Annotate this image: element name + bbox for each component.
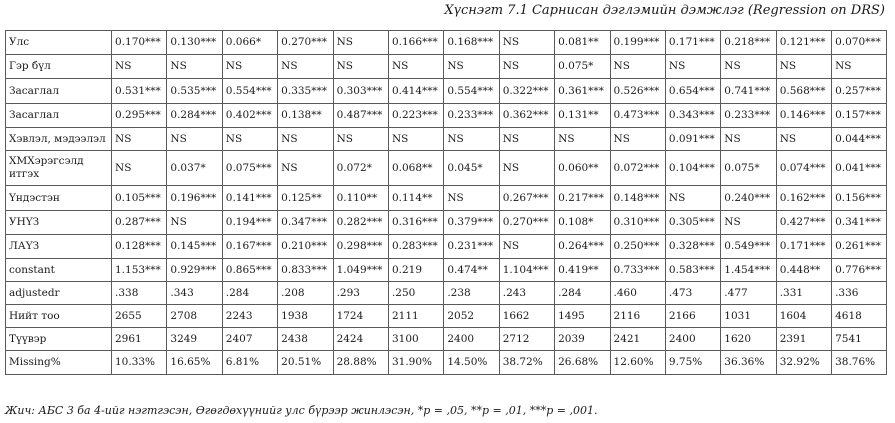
row-label: Хэвлэл, мэдээлэл — [6, 128, 112, 151]
table-cell: 0.114** — [388, 186, 443, 211]
table-cell: 0.554*** — [444, 79, 499, 104]
table-cell: .338 — [112, 282, 167, 305]
table-footnote: Жич: АБС 3 ба 4-ийг нэгтгэсэн, Өгөгдөхүүнийг улс бүрээр жинлэсэн, *p = ,05, **p = ,01, ***p = ,001. — [5, 404, 598, 417]
table-cell: 0.250*** — [610, 235, 665, 259]
table-cell: 0.148*** — [610, 186, 665, 211]
table-cell: NS — [112, 55, 167, 79]
row-label: adjustedr — [6, 282, 112, 305]
table-caption: Хүснэгт 7.1 Сарнисан дэглэмийн дэмжлэг (Regression on DRS) — [444, 3, 885, 18]
row-label: Засаглал — [6, 104, 112, 128]
table-cell: 0.427*** — [776, 211, 831, 235]
table-cell: 0.929*** — [167, 259, 222, 282]
table-cell: 0.568*** — [776, 79, 831, 104]
table-row — [6, 235, 887, 259]
table-cell: NS — [499, 128, 554, 151]
table-cell: 2166 — [665, 305, 720, 328]
table-cell: NS — [499, 151, 554, 186]
table-row — [6, 211, 887, 235]
table-cell: .238 — [444, 282, 499, 305]
table-cell: 0.379*** — [444, 211, 499, 235]
table-cell: 2961 — [112, 328, 167, 351]
table-cell: 14.50% — [444, 351, 499, 375]
table-cell: 0.130*** — [167, 31, 222, 55]
table-cell: 7541 — [832, 328, 887, 351]
table-cell: 0.141*** — [222, 186, 277, 211]
table-cell: .331 — [776, 282, 831, 305]
table-cell: 0.156*** — [832, 186, 887, 211]
table-cell: 2052 — [444, 305, 499, 328]
table-cell: 0.448** — [776, 259, 831, 282]
table-cell: 12.60% — [610, 351, 665, 375]
table-cell: 0.231*** — [444, 235, 499, 259]
table-cell: NS — [721, 211, 776, 235]
table-cell: 0.347*** — [278, 211, 333, 235]
table-cell: NS — [333, 128, 388, 151]
table-cell: 3100 — [388, 328, 443, 351]
table-cell: NS — [721, 128, 776, 151]
table-cell: 0.217*** — [555, 186, 610, 211]
table-cell: 0.170*** — [112, 31, 167, 55]
table-cell: NS — [444, 186, 499, 211]
table-cell: 0.196*** — [167, 186, 222, 211]
table-cell: 0.473*** — [610, 104, 665, 128]
table-cell: NS — [388, 128, 443, 151]
table-cell: 0.121*** — [776, 31, 831, 55]
table-cell: 0.741*** — [721, 79, 776, 104]
table-cell: 1.454*** — [721, 259, 776, 282]
table-row — [6, 55, 887, 79]
table-cell: 0.074*** — [776, 151, 831, 186]
table-row — [6, 259, 887, 282]
table-cell: NS — [665, 186, 720, 211]
table-cell: NS — [112, 151, 167, 186]
table-cell: 1620 — [721, 328, 776, 351]
table-cell: 0.295*** — [112, 104, 167, 128]
table-row — [6, 186, 887, 211]
table-cell: 0.070*** — [832, 31, 887, 55]
table-cell: 32.92% — [776, 351, 831, 375]
table-cell: 0.270*** — [499, 211, 554, 235]
table-row — [6, 305, 887, 328]
table-cell: .336 — [832, 282, 887, 305]
table-cell: 0.283*** — [388, 235, 443, 259]
table-cell: .293 — [333, 282, 388, 305]
table-cell: 0.066* — [222, 31, 277, 55]
row-label: Гэр бүл — [6, 55, 112, 79]
table-cell: 0.081** — [555, 31, 610, 55]
table-cell: NS — [222, 128, 277, 151]
table-cell: 31.90% — [388, 351, 443, 375]
table-row — [6, 282, 887, 305]
table-cell: 0.145*** — [167, 235, 222, 259]
table-cell: 0.654*** — [665, 79, 720, 104]
table-cell: 0.402*** — [222, 104, 277, 128]
row-label: УНҮЗ — [6, 211, 112, 235]
table-cell: 0.128*** — [112, 235, 167, 259]
table-cell: 2039 — [555, 328, 610, 351]
table-cell: 0.131** — [555, 104, 610, 128]
table-cell: 0.166*** — [388, 31, 443, 55]
table-cell: 0.362*** — [499, 104, 554, 128]
table-row — [6, 151, 887, 186]
table-row — [6, 104, 887, 128]
regression-table — [5, 30, 887, 375]
row-label: Нийт тоо — [6, 305, 112, 328]
table-cell: 0.194*** — [222, 211, 277, 235]
table-cell: 36.36% — [721, 351, 776, 375]
table-cell: 0.833*** — [278, 259, 333, 282]
table-cell: 0.171*** — [776, 235, 831, 259]
table-cell: 0.531*** — [112, 79, 167, 104]
row-label: Үндэстэн — [6, 186, 112, 211]
regression-table-body — [6, 31, 887, 375]
table-cell: .460 — [610, 282, 665, 305]
table-cell: .243 — [499, 282, 554, 305]
table-cell: 0.419** — [555, 259, 610, 282]
row-label: Түүвэр — [6, 328, 112, 351]
table-cell: 0.282*** — [333, 211, 388, 235]
table-cell: 0.075* — [555, 55, 610, 79]
table-cell: NS — [278, 151, 333, 186]
row-label: ХМХэрэгсэлд итгэх — [6, 151, 112, 186]
table-cell: NS — [444, 128, 499, 151]
table-cell: 2421 — [610, 328, 665, 351]
table-cell: 0.303*** — [333, 79, 388, 104]
table-cell: NS — [776, 55, 831, 79]
table-cell: NS — [721, 55, 776, 79]
table-cell: 1724 — [333, 305, 388, 328]
table-cell: 2655 — [112, 305, 167, 328]
table-cell: 0.072*** — [610, 151, 665, 186]
row-label: ЛАҮЗ — [6, 235, 112, 259]
table-cell: 0.583*** — [665, 259, 720, 282]
table-cell: 0.535*** — [167, 79, 222, 104]
table-cell: 0.733*** — [610, 259, 665, 282]
table-cell: 0.072* — [333, 151, 388, 186]
table-cell: .250 — [388, 282, 443, 305]
row-label: Улс — [6, 31, 112, 55]
table-cell: 2424 — [333, 328, 388, 351]
table-cell: 0.104*** — [665, 151, 720, 186]
table-cell: NS — [610, 55, 665, 79]
table-cell: NS — [444, 55, 499, 79]
table-cell: 0.167*** — [222, 235, 277, 259]
table-cell: NS — [167, 55, 222, 79]
table-cell: 1662 — [499, 305, 554, 328]
table-cell: 0.554*** — [222, 79, 277, 104]
table-cell: NS — [665, 55, 720, 79]
row-label: Missing% — [6, 351, 112, 375]
table-cell: 0.045* — [444, 151, 499, 186]
table-cell: 0.361*** — [555, 79, 610, 104]
table-cell: 0.218*** — [721, 31, 776, 55]
table-cell: 0.060** — [555, 151, 610, 186]
table-cell: 0.284*** — [167, 104, 222, 128]
table-cell: NS — [222, 55, 277, 79]
table-cell: 0.233*** — [721, 104, 776, 128]
table-cell: 10.33% — [112, 351, 167, 375]
table-cell: NS — [499, 235, 554, 259]
table-cell: 16.65% — [167, 351, 222, 375]
row-label: constant — [6, 259, 112, 282]
table-cell: 0.305*** — [665, 211, 720, 235]
row-label: Засаглал — [6, 79, 112, 104]
table-cell: 0.075* — [721, 151, 776, 186]
table-cell: 2111 — [388, 305, 443, 328]
table-cell: 3249 — [167, 328, 222, 351]
table-cell: 0.223*** — [388, 104, 443, 128]
table-cell: 2243 — [222, 305, 277, 328]
table-row — [6, 351, 887, 375]
table-cell: 1.104*** — [499, 259, 554, 282]
table-cell: 0.322*** — [499, 79, 554, 104]
table-cell: 2391 — [776, 328, 831, 351]
table-cell: 0.343*** — [665, 104, 720, 128]
table-cell: 0.233*** — [444, 104, 499, 128]
table-cell: 0.414*** — [388, 79, 443, 104]
table-cell: NS — [167, 211, 222, 235]
table-row — [6, 31, 887, 55]
table-cell: NS — [776, 128, 831, 151]
table-row — [6, 128, 887, 151]
table-cell: 0.261*** — [832, 235, 887, 259]
table-cell: 0.328*** — [665, 235, 720, 259]
table-cell: 0.044*** — [832, 128, 887, 151]
table-cell: 0.171*** — [665, 31, 720, 55]
table-cell: 0.110** — [333, 186, 388, 211]
table-cell: 0.549*** — [721, 235, 776, 259]
table-cell: 0.168*** — [444, 31, 499, 55]
table-cell: 0.199*** — [610, 31, 665, 55]
table-cell: NS — [333, 31, 388, 55]
table-cell: 2708 — [167, 305, 222, 328]
table-cell: 0.310*** — [610, 211, 665, 235]
table-row — [6, 328, 887, 351]
table-cell: 0.219 — [388, 259, 443, 282]
table-cell: 0.162*** — [776, 186, 831, 211]
table-cell: 1938 — [278, 305, 333, 328]
table-cell: 2400 — [665, 328, 720, 351]
table-cell: NS — [278, 55, 333, 79]
table-cell: 0.316*** — [388, 211, 443, 235]
table-cell: 0.146*** — [776, 104, 831, 128]
table-cell: NS — [499, 31, 554, 55]
table-cell: 2712 — [499, 328, 554, 351]
table-cell: NS — [832, 55, 887, 79]
table-row — [6, 79, 887, 104]
table-cell: 0.157*** — [832, 104, 887, 128]
table-cell: NS — [610, 128, 665, 151]
table-cell: 38.72% — [499, 351, 554, 375]
table-cell: 38.76% — [832, 351, 887, 375]
table-cell: 0.341*** — [832, 211, 887, 235]
table-cell: 0.108* — [555, 211, 610, 235]
table-cell: 0.335*** — [278, 79, 333, 104]
table-cell: 0.041*** — [832, 151, 887, 186]
table-cell: 0.487*** — [333, 104, 388, 128]
table-cell: 0.264*** — [555, 235, 610, 259]
table-cell: NS — [333, 55, 388, 79]
table-cell: 0.270*** — [278, 31, 333, 55]
table-cell: .284 — [555, 282, 610, 305]
table-cell: NS — [499, 55, 554, 79]
table-cell: 0.776*** — [832, 259, 887, 282]
table-cell: 0.037* — [167, 151, 222, 186]
table-cell: 0.125** — [278, 186, 333, 211]
table-cell: 1.049*** — [333, 259, 388, 282]
table-cell: 0.210*** — [278, 235, 333, 259]
table-cell: 0.526*** — [610, 79, 665, 104]
table-cell: 26.68% — [555, 351, 610, 375]
table-cell: .208 — [278, 282, 333, 305]
table-cell: NS — [388, 55, 443, 79]
table-cell: 1031 — [721, 305, 776, 328]
table-cell: 0.287*** — [112, 211, 167, 235]
table-cell: 2438 — [278, 328, 333, 351]
table-cell: 9.75% — [665, 351, 720, 375]
table-cell: 0.091*** — [665, 128, 720, 151]
table-cell: 0.240*** — [721, 186, 776, 211]
table-cell: 0.105*** — [112, 186, 167, 211]
table-cell: 0.865*** — [222, 259, 277, 282]
table-cell: 6.81% — [222, 351, 277, 375]
table-cell: 0.298*** — [333, 235, 388, 259]
table-cell: 0.257*** — [832, 79, 887, 104]
table-cell: NS — [167, 128, 222, 151]
table-cell: 20.51% — [278, 351, 333, 375]
table-cell: 28.88% — [333, 351, 388, 375]
table-cell: 0.474** — [444, 259, 499, 282]
table-cell: .477 — [721, 282, 776, 305]
table-cell: 2116 — [610, 305, 665, 328]
table-cell: 2407 — [222, 328, 277, 351]
table-cell: 0.075*** — [222, 151, 277, 186]
table-cell: 1604 — [776, 305, 831, 328]
table-cell: 0.068** — [388, 151, 443, 186]
table-cell: 1495 — [555, 305, 610, 328]
table-cell: 4618 — [832, 305, 887, 328]
table-cell: 1.153*** — [112, 259, 167, 282]
table-cell: .343 — [167, 282, 222, 305]
table-cell: .473 — [665, 282, 720, 305]
table-cell: NS — [555, 128, 610, 151]
table-cell: NS — [112, 128, 167, 151]
table-cell: 2400 — [444, 328, 499, 351]
table-cell: NS — [278, 128, 333, 151]
table-cell: 0.267*** — [499, 186, 554, 211]
table-cell: 0.138** — [278, 104, 333, 128]
table-cell: .284 — [222, 282, 277, 305]
